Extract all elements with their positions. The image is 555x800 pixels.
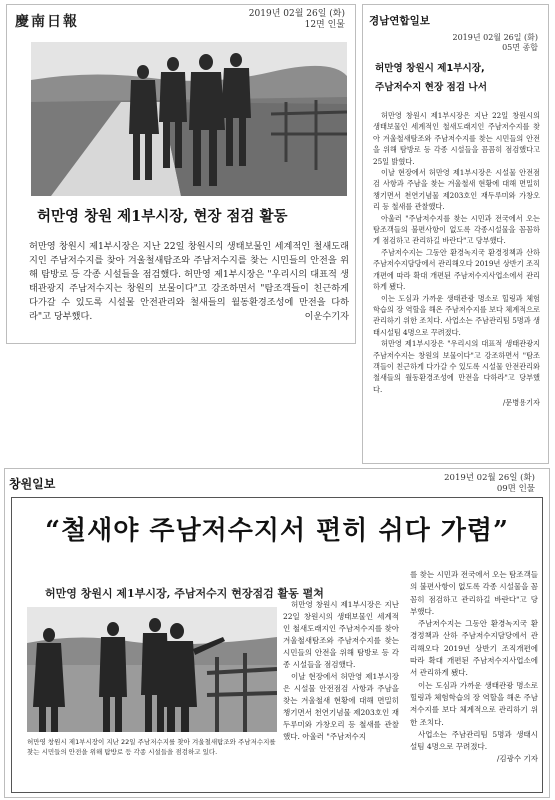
issue-date: 2019년 02월 26일 (화) bbox=[452, 33, 538, 42]
article-body bbox=[29, 240, 349, 324]
news-clipping-gyeongnam-ilbo bbox=[6, 4, 356, 344]
article-column bbox=[410, 569, 538, 766]
photo-walkway-inspection bbox=[31, 42, 347, 196]
article-subhead: 허만영 창원시 제1부시장, 주남저수지 현장점검 활동 펼쳐 bbox=[45, 587, 324, 600]
article-paragraph: 주남저수지는 그동안 환경녹지국 환경정책과 산하 주남저수지담당에서 관리해오다 2019년 상반기 조직개편에 따라 확대 개편된 주남저수지사업소에서 관리하게 됐다. bbox=[410, 619, 538, 678]
article-paragraph: 허만영 창원시 제1부시장은 지난 22일 창원시의 생태보물인 세계적인 철새도래지인 주남저수지를 찾아 겨울철새탐조와 주남저수지를 찾는 시민들의 안전을 위해 탐방로 등 각종 시설들을 꼼꼼히 점검했다고 25일 밝혔다. bbox=[373, 111, 540, 166]
article-byline: /김광수 기자 bbox=[496, 754, 538, 764]
photo-caption: 허만영 창원시 제1부시장이 지난 22일 주남저수지를 찾아 겨울철새탐조와 주남저수지를 찾는 시민들의 안전을 위해 탐방로 등 각종 시설들을 점검하고 있다. bbox=[27, 738, 276, 756]
page-section: 12면 인물 bbox=[304, 20, 345, 30]
article-text: 허만영 창원시 제1부시장은 지난 22일 창원시의 생태보물인 세계적인 철새도래지인 주남저수지를 찾아 겨울철새탐조와 주남저수지를 찾는 시민들의 안전을 위해 탐방로 등 각종 시설들을 점검했다. 허만영 제1부시장은 "우리시의 대표적 생태관광지 주남저수지는 창원의 보물이다"고 강조하면서 "탐조객들이 친근하게 다가갈 수 있도록 시설물 안전관리와 철새들의 월동환경조성에 만전을 다하라"고 당부했다. bbox=[29, 241, 349, 322]
issue-date: 2019년 02월 26일 (화) bbox=[444, 473, 535, 483]
article-paragraph: 이는 도심과 가까운 생태관광 명소로 힐링과 체험학습의 장 역할을 해온 주남저수지를 보다 체계적으로 관리하기 위한 조치다. bbox=[410, 680, 538, 727]
headline-line-2: 주남저수지 현장 점검 나서 bbox=[375, 82, 487, 93]
article-paragraph: 허만영 창원시 제1부시장은 지난 22일 창원시의 생태보물인 세계적인 철새도래지인 주남저수지를 찾아 겨울철새탐조와 주남저수지를 찾는 시민들의 안전을 위해 탐방로 등 각종 시설들을 점검했다. bbox=[283, 600, 399, 669]
dateline bbox=[444, 473, 535, 495]
article-headline bbox=[375, 59, 540, 97]
article-paragraph: 허만영 제1부시장은 "우리시의 대표적 생태관광지 주남저수지는 창원의 보물이다"고 강조하면서 "탐조객들이 친근하게 다가갈 수 있도록 시설물 안전관리와 철새들의 월동환경조성에 만전을 다하라"고 당부했다. bbox=[373, 339, 540, 394]
article-photo bbox=[27, 607, 277, 732]
article-photo bbox=[31, 42, 347, 196]
page-section: 09면 인물 bbox=[496, 484, 535, 494]
issue-date: 2019년 02월 26일 (화) bbox=[248, 9, 345, 19]
article-column bbox=[283, 599, 399, 743]
article-byline: /문병용기자 bbox=[502, 398, 540, 408]
article-paragraph: 아울러 "주남저수지를 찾는 시민과 전국에서 오는 탐조객들의 불편사항이 없도록 각종시설물을 꼼꼼하게 점검하고 관리하길 바란다"고 당부했다. bbox=[373, 213, 540, 246]
article-paragraph: 이는 도심과 가까운 생태관광 명소로 힐링과 체험학습의 장 역할을 해온 주남저수지를 보다 체계적으로 관리하기 위한 조치다. 사업소는 주남관리팀 5명과 생태시설팀 4명으로 꾸려졌다. bbox=[373, 293, 540, 337]
newspaper-masthead: 경남연합일보 bbox=[369, 15, 430, 27]
newspaper-masthead: 慶南日報 bbox=[15, 14, 79, 30]
dateline bbox=[249, 9, 345, 31]
article-paragraph: 사업소는 주남관리팀 5명과 생태시설팀 4명으로 꾸려졌다. bbox=[410, 729, 538, 752]
article-paragraph: 이날 현장에서 허만영 제1부시장은 시설물 안전점검 사항과 주남을 찾는 겨울철새 현황에 대해 면밀히 챙기면서 천연기념물 제203호인 재두루미와 가창오리 등 철새를 관찰했다. 아울러 "주남저수지 bbox=[283, 672, 399, 741]
page-section: 05면 종합 bbox=[502, 43, 538, 52]
article-paragraph: 주남저수지는 그동안 환경녹지국 환경정책과 산하 주남저수지담당에서 관리해오다 2019년 상반기 조직개편에 따라 확대 개편된 주남저수지사업소에서 관리하게 됐다. bbox=[373, 247, 540, 292]
article-headline: 허만영 창원 제1부시장, 현장 점검 활동 bbox=[37, 208, 288, 225]
news-clipping-gyeongnam-yeonhap bbox=[362, 4, 549, 464]
news-clipping-changwon-ilbo bbox=[4, 468, 550, 798]
newspaper-masthead: 창원일보 bbox=[9, 477, 56, 491]
article-headline: “철새야 주남저수지서 편히 쉬다 가렴” bbox=[45, 516, 509, 546]
headline-line-1: 허만영 창원시 제1부시장, bbox=[375, 63, 485, 74]
article-body bbox=[373, 110, 540, 409]
article-byline: 이운수기자 bbox=[304, 311, 349, 322]
article-paragraph: 이날 현장에서 허만영 제1부시장은 시설물 안전점검 사항과 주남을 찾는 겨울철새 현황에 대해 면밀히 챙기면서 천연기념물 제203호인 재두루미와 가창오리 등 철새를 관찰했다. bbox=[373, 168, 540, 212]
article-paragraph: 를 찾는 시민과 전국에서 오는 탐조객들의 불편사항이 없도록 각종 시설물을 꼼꼼히 점검하고 관리하길 바란다"고 당부했다. bbox=[410, 570, 538, 616]
dateline bbox=[423, 33, 538, 53]
photo-lakeside-inspection bbox=[27, 607, 277, 732]
